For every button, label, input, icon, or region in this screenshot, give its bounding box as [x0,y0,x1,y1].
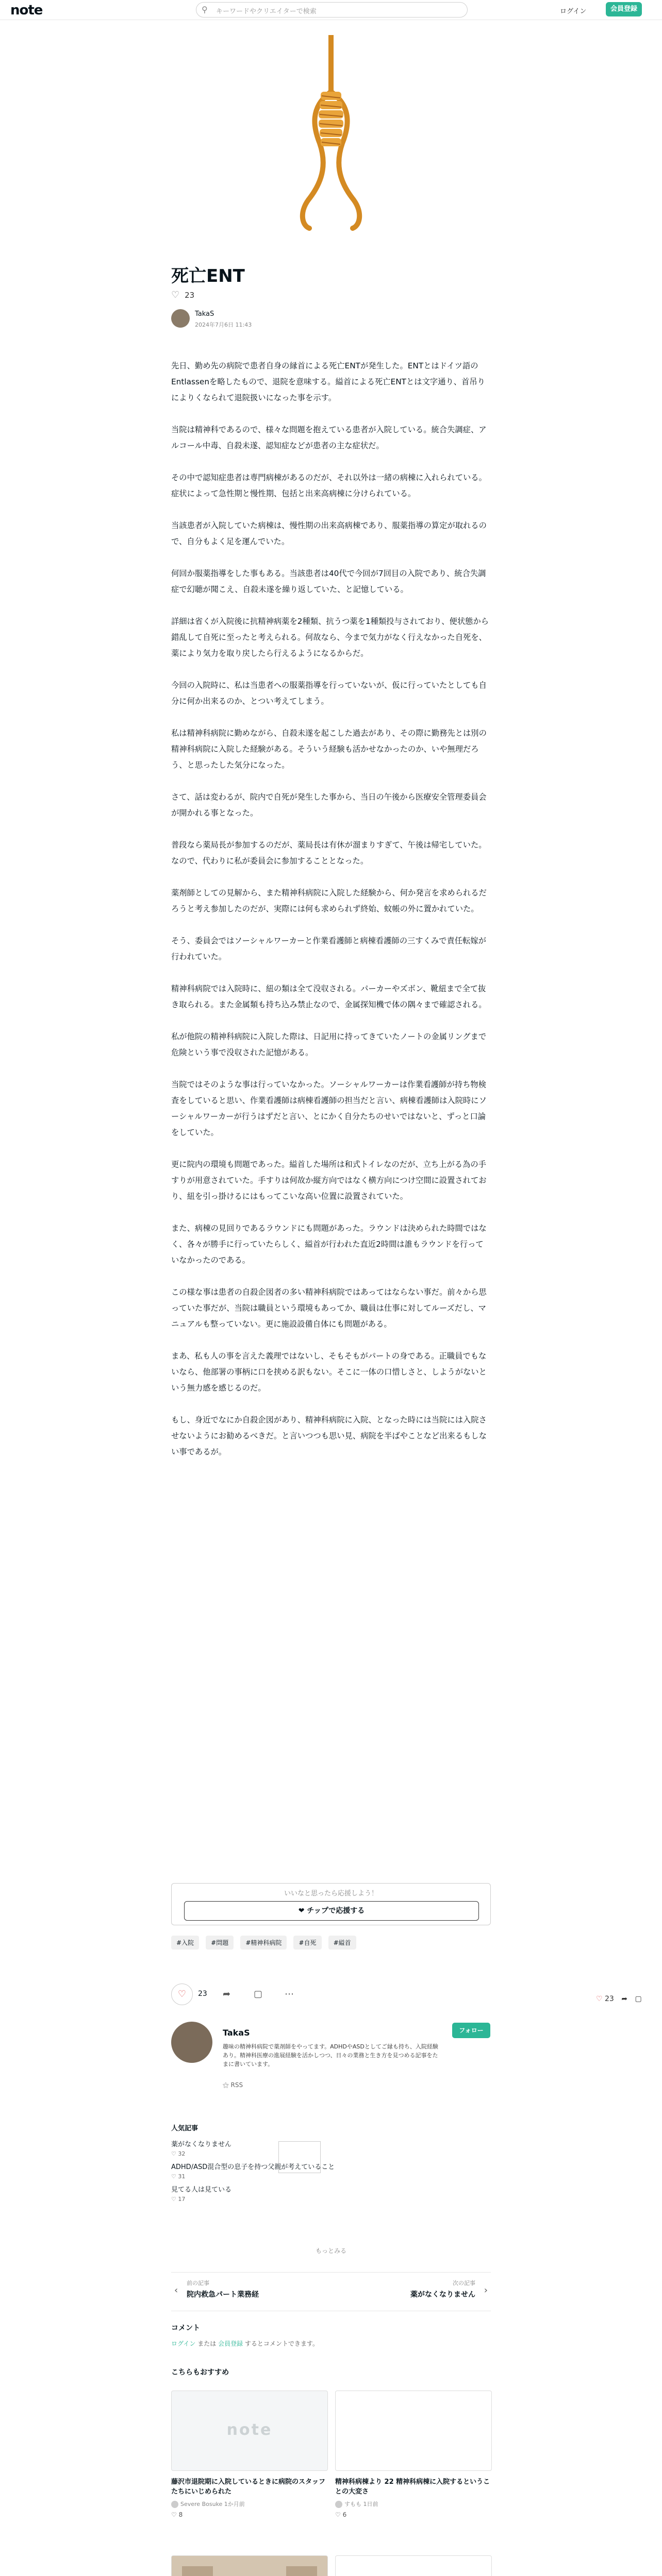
tip-button-label: チップで応援する [307,1907,365,1915]
card-author [335,2500,491,2508]
article-navigation [171,2272,491,2311]
popular-item-likes: ♡ 31 [171,2173,186,2180]
article-title: 死亡ENT [171,266,245,286]
author-profile [171,2022,491,2114]
card-thumbnail[interactable] [335,2391,492,2471]
card-author-text: すもも 1日前 [344,2501,378,2507]
popular-heading: 人気記事 [171,2125,198,2132]
share-icon[interactable]: ➦ [223,1989,231,1999]
recommend-heading: こちらもおすすめ [171,2368,229,2377]
article-paragraph: 当院ではそのような事は行っていなかった。ソーシャルワーカーは作業看護師が持ち物検査をしていると思い、作業看護師は病棟看護師の担当だと言い、病棟看護師は入院時にソーシャルワーカーが行うはずだと言い、とにかく自分たちのせいではないと、ずっと口論をしていた。 [171,1080,487,1137]
comment-heading: コメント [171,2324,200,2332]
support-box [171,1883,491,1925]
tag[interactable]: #縊首 [328,1936,356,1950]
signup-button[interactable]: 会員登録 [606,2,642,16]
article-paragraph: 私は精神科病院に勤めながら、自殺未遂を起こした過去があり、その際に勤務先とは別の精神科病院に入院した経験がある。そういう経験も活かせなかったのか、いや無理だろう、と思ったした気分になった。 [171,728,487,770]
card-title[interactable]: 精神科病棟より 22 精神科病棟に入院するということの大変さ [335,2478,490,2496]
heart-icon: ♡ [171,290,180,300]
card-like-count: 6 [342,2511,347,2518]
article-paragraph: 薬剤師としての見解から、また精神科病院に入院した経験から、何か発言を求められるだろうと考え参加したのだが、実際には何も求められず終始、蚊帳の外に置かれていた。 [171,888,487,913]
card-author-text: Severe Bosuke 1か月前 [180,2501,245,2507]
popular-like-count: 31 [178,2173,186,2180]
hospital-corridor-image [172,2556,327,2576]
comment-prompt [171,2339,491,2348]
side-like-count: 23 [605,1995,614,2003]
article-paragraph: そう、委員会ではソーシャルワーカーと作業看護師と病棟看護師の三すくみで責任転嫁が行われていた。 [171,936,486,961]
rss-label: RSS [230,2081,243,2089]
article-paragraph: 当該患者が入院していた病棟は、慢性期の出来高病棟であり、服薬指導の算定が取れるので、自分もよく足を運んでいた。 [171,521,487,546]
article-paragraph: また、病棟の見回りであるラウンドにも問題があった。ラウンドは決められた時間ではなく、各々が勝手に行っていたらしく、縊首が行われた直近2時間は誰もラウンドを行っていなかったのである。 [171,1224,487,1265]
like-button[interactable]: ♡ [171,1984,193,2005]
comment-or: または [197,2340,217,2347]
popular-item[interactable] [171,2161,491,2180]
profile-name[interactable]: TakaS [223,2028,250,2038]
popular-like-count: 17 [178,2196,186,2202]
tag[interactable]: #問題 [206,1936,234,1950]
article-paragraph: 私が他院の精神科病院に入院した際は、日記用に持ってきていたノートの金属リングまで危険という事で没収された記憶がある。 [171,1032,487,1057]
card-likes: ♡ 6 [335,2511,347,2518]
side-share-icon[interactable]: ➦ [621,1995,628,2003]
comment-signup-link[interactable]: 会員登録 [218,2340,243,2347]
tip-icon: ❤ [298,1907,307,1915]
recommend-card[interactable] [171,2391,327,2518]
popular-item[interactable] [171,2139,491,2157]
popular-item-title[interactable]: 見てる人は見ている [171,2186,232,2194]
popular-item[interactable] [171,2184,491,2202]
card-likes: ♡ 8 [171,2511,183,2518]
article-actions [171,1984,377,2004]
card-thumbnail[interactable] [171,2555,328,2576]
author-name[interactable]: TakaS [195,310,214,318]
article-paragraph: 詳細は省くが入院後に抗精神病薬を2種類、抗うつ薬を1種類投与されており、便状態から錯乱して自死に至ったと考えられる。何故なら、今まで気力がなく行えなかった自死を、薬により気力を取り戻したら行えるようになるからだ。 [171,617,489,658]
card-thumbnail[interactable] [335,2555,492,2576]
article-paragraph: 今回の入院時に、私は当患者への服薬指導を行っていないが、仮に行っていたとしても自分に何か出来るのか、とつい考えてしまう。 [171,681,487,706]
noose-image [289,35,373,231]
search-icon: ⚲ [202,5,208,14]
chevron-left-icon[interactable]: ‹ [174,2285,178,2296]
search-placeholder: キーワードやクリエイターで検索 [216,8,317,15]
comment-section [171,2323,491,2348]
side-heart-icon[interactable]: ♡ [596,1995,603,2003]
follow-button[interactable]: フォロー [452,2023,490,2038]
card-thumbnail[interactable] [171,2391,328,2471]
rss-icon[interactable]: ⚝ RSS [223,2081,243,2089]
card-avatar [335,2501,342,2508]
card-avatar [171,2501,178,2508]
login-link[interactable]: ログイン [560,8,587,15]
article-paragraph: もし、身近でなにか自殺企図があり、精神科病院に入院、となった時には当院には入院させないようにお勧めるべきだ。と言いつつも思い見、病院を半ばやことなど出来るもしない事であるが。 [171,1415,487,1456]
side-comment-icon[interactable]: ▢ [635,1995,642,2003]
more-icon[interactable]: ⋯ [285,1989,294,1999]
recommend-card[interactable] [171,2555,327,2576]
card-author [171,2500,327,2508]
recommend-card[interactable] [335,2391,491,2518]
popular-like-count: 32 [178,2150,186,2157]
search-input[interactable] [196,2,468,18]
like-count: 23 [198,1990,207,1998]
next-label: 次の記事 [453,2280,475,2286]
top-navigation [0,0,662,20]
like-count-text: 23 [185,291,195,300]
tip-button[interactable] [184,1901,479,1921]
article-paragraph: 何回か服薬指導をした事もある。当該患者は40代で今回が7回目の入院であり、統合失調症で幻聴が聞こえ、自殺未遂を繰り返していた、と記憶している。 [171,569,486,594]
chevron-right-icon[interactable]: › [484,2285,488,2296]
next-article-link[interactable]: 薬がなくなりません [410,2291,475,2299]
article-paragraph: 先日、勤め先の病院で患者自身の縁首による死亡ENTが発生した。ENTとはドイツ語のEntlassenを略したもので、退院を意味する。縊首による死亡ENTとは文字通り、首吊りによりくなられて退院扱いになった事を示す。 [171,361,485,402]
tag[interactable]: #入院 [171,1936,199,1950]
popular-item-title[interactable]: ADHD/ASD混合型の息子を持つ父親が考えていること [171,2163,335,2171]
tag[interactable]: #自死 [293,1936,321,1950]
header-like-count[interactable] [171,290,194,300]
publish-date: 2024年7月6日 11:43 [195,321,252,328]
more-link[interactable]: もっとみる [315,2247,346,2255]
prev-article-link[interactable]: 院内救急パート業務経 [187,2291,259,2299]
card-title[interactable]: 藤沢市退院期に入院しているときに病院のスタッフたちにいじめられた [171,2478,326,2496]
popular-item-likes: ♡ 32 [171,2150,186,2157]
popular-thumbnail[interactable] [278,2141,321,2173]
popular-articles [171,2123,491,2207]
comment-icon[interactable]: ▢ [254,1989,263,1999]
card-like-count: 8 [178,2511,183,2518]
author-row[interactable] [171,309,377,330]
article-paragraph: さて、話は変わるが、院内で自死が発生した事から、当日の午後から医療安全管理委員会が開かれる事となった。 [171,792,487,818]
article-paragraph: その中で認知症患者は専門病棟があるのだが、それ以外は一緒の病棟に入れられている。症状によって急性期と慢性期、包括と出来高病棟に分けられている。 [171,473,487,498]
profile-description: 趣味の精神科病院で薬剤師をやってます。ADHDやASDとしてご縁も持ち、入院経験あり。精神科医療の進展経験を活かしつつ、日々の業務と生き方を見つめる記事をたまに書いています。 [223,2043,438,2067]
popular-item-likes: ♡ 17 [171,2196,186,2202]
article-paragraph: 普段なら薬局長が参加するのだが、薬局長は有休が溜まりすぎて、午後は帰宅していた。なので、代わりに私が委員会に参加することとなった。 [171,840,487,866]
popular-item-title[interactable]: 薬がなくなりません [171,2141,232,2148]
comment-login-link[interactable]: ログイン [171,2340,196,2347]
support-text: いいなと思ったら応援しよう！ [284,1890,378,1897]
comment-suffix: するとコメントできます。 [244,2340,319,2347]
article-paragraph: まあ、私も人の事を言えた義理ではないし、そもそもがパートの身である。正職員でもないなら、他部署の事柄に口を挟める訳もない。そこに一体の口惜しさと、しようがないという無力感を感じるのだ。 [171,1351,487,1393]
avatar[interactable] [171,309,190,328]
article-paragraph: この様な事は患者の自殺企図者の多い精神科病院ではあってはならない事だ。前々から思っていた事だが、当院は職員という環境もあってか、職員は仕事に対してルーズだし、マニュアルも整っていない。更に施設設備自体にも問題がある。 [171,1287,487,1329]
article-body [171,358,490,1476]
tag-list [171,1936,491,1950]
prev-label: 前の記事 [187,2280,209,2286]
article-paragraph: 当院は精神科であるので、様々な問題を抱えている患者が入院している。統合失調症、アルコール中毒、自殺未遂、認知症などが患者の主な症状だ。 [171,425,487,450]
note-logo[interactable]: note [10,3,43,18]
side-action-rail [596,1995,642,2003]
recommend-card[interactable] [335,2555,491,2576]
profile-avatar[interactable] [171,2022,212,2063]
tag[interactable]: #精神科病院 [240,1936,287,1950]
note-placeholder-logo: note [226,2421,273,2439]
article-paragraph: 更に院内の環境も問題であった。縊首した場所は和式トイレなのだが、立ち上がる為の手すりが用意されていた。手すりは何故か縦方向ではなく横方向につけ空間に設置されており、紐を引っ掛けるにはもってこいな高い位置に設置されていた。 [171,1160,487,1201]
article-paragraph: 精神科病院では入院時に、紐の類は全て没収される。パーカーやズボン、靴紐まで全て抜き取られる。また金属類も持ち込み禁止なので、金属探知機で体の隅々まで確認される。 [171,984,487,1009]
